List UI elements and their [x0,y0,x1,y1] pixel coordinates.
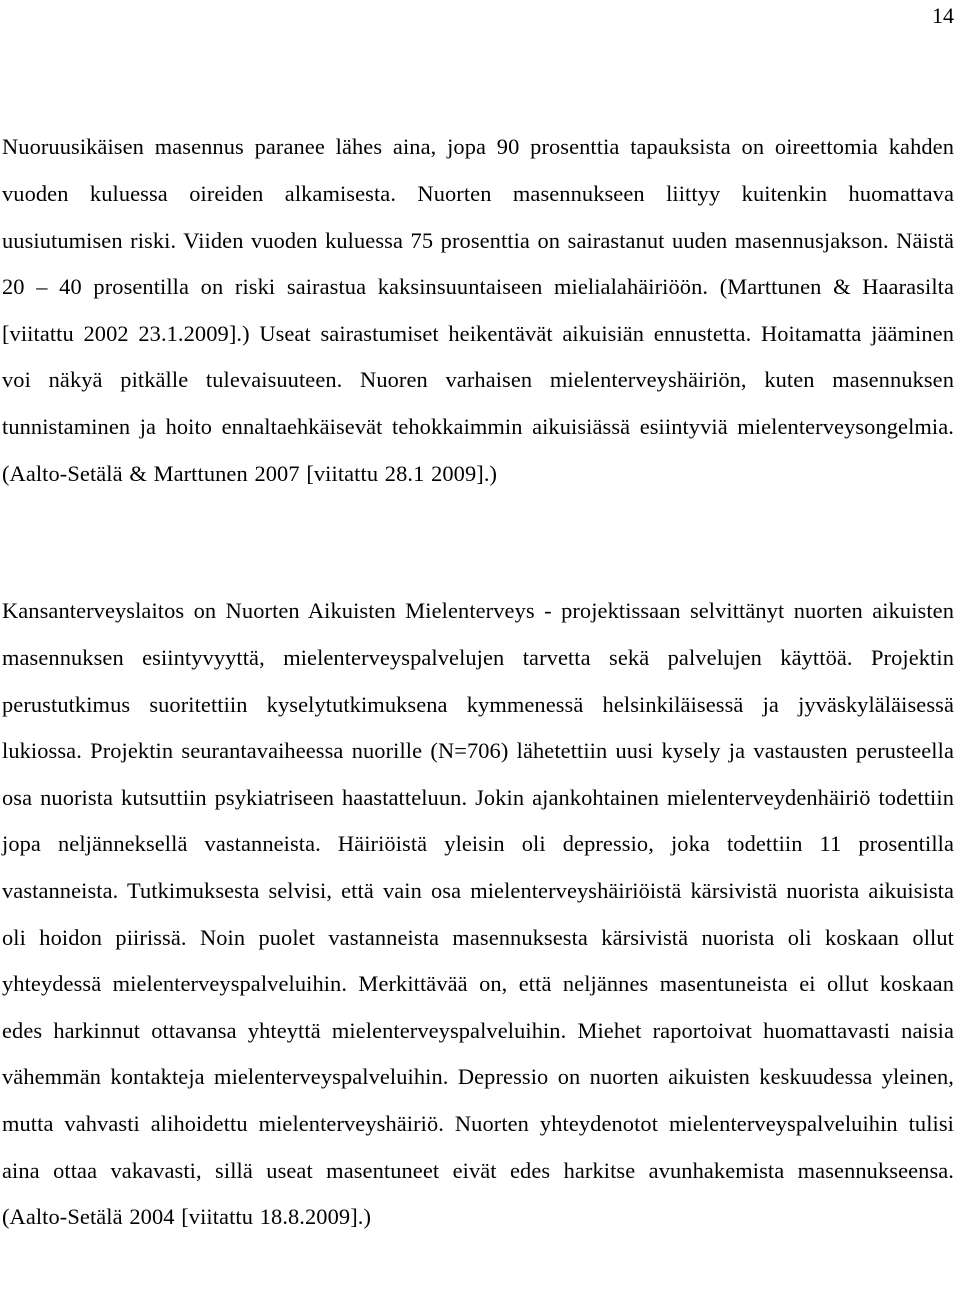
body-paragraph-2: Kansanterveyslaitos on Nuorten Aikuisten Mielenterveys - projektissaan selvittänyt nuorten aikuisten masennuksen esiintyvyyttä, mielenterveyspalvelujen tarvetta sekä palvelujen käyttöä. Projektin perustutkimus suoritettiin kyselytutkimuksena kymmenessä helsinkiläisessä ja jyväskyläläisessä lukiossa. Projektin seurantavaiheessa nuorille (N=706) lähetettiin uusi kysely ja vastausten perusteella osa nuorista kutsuttiin psykiatriseen haastatteluun. Jokin ajankohtainen mielenterveydenhäiriö todettiin jopa neljänneksellä vastanneista. Häiriöistä yleisin oli depressio, joka todettiin 11 prosentilla vastanneista. Tutkimuksesta selvisi, että vain osa mielenterveyshäiriöistä kärsivistä nuorista aikuisista oli hoidon piirissä. Noin puolet vastanneista masennuksesta kärsivistä nuorista oli koskaan ollut yhteydessä mielenterveyspalveluihin. Merkittävää on, että neljännes masentuneista ei ollut koskaan edes harkinnut ottavansa yhteyttä mielenterveyspalveluihin. Miehet raportoivat huomattavasti naisia vähemmän kontakteja mielenterveyspalveluihin. Depressio on nuorten aikuisten keskuudessa yleinen, mutta vahvasti alihoidettu mielenterveyshäiriö. Nuorten yhteydenotot mielenterveyspalveluihin tulisi aina ottaa vakavasti, sillä useat masentuneet eivät edes harkitse avunhakemista masennukseensa. (Aalto-Setälä 2004 [viitattu 18.8.2009].) [2,598,954,1230]
page-number: 14 [932,3,954,28]
body-paragraph-1: Nuoruusikäisen masennus paranee lähes aina, jopa 90 prosenttia tapauksista on oireettomia kahden vuoden kuluessa oireiden alkamisesta. Nuorten masennukseen liittyy kuitenkin huomattava uusiutumisen riski. Viiden vuoden kuluessa 75 prosenttia on sairastanut uuden masennusjakson. Näistä 20 – 40 prosentilla on riski sairastua kaksinsuuntaiseen mielialahäiriöön. (Marttunen & Haarasilta [viitattu 2002 23.1.2009].) Useat sairastumiset heikentävät aikuisiän ennustetta. Hoitamatta jääminen voi näkyä pitkälle tulevaisuuteen. Nuoren varhaisen mielenterveyshäiriön, kuten masennuksen tunnistaminen ja hoito ennaltaehkäisevät tehokkaimmin aikuisiässä esiintyviä mielenterveysongelmia. (Aalto-Setälä & Marttunen 2007 [viitattu 28.1 2009].) [2,134,954,486]
